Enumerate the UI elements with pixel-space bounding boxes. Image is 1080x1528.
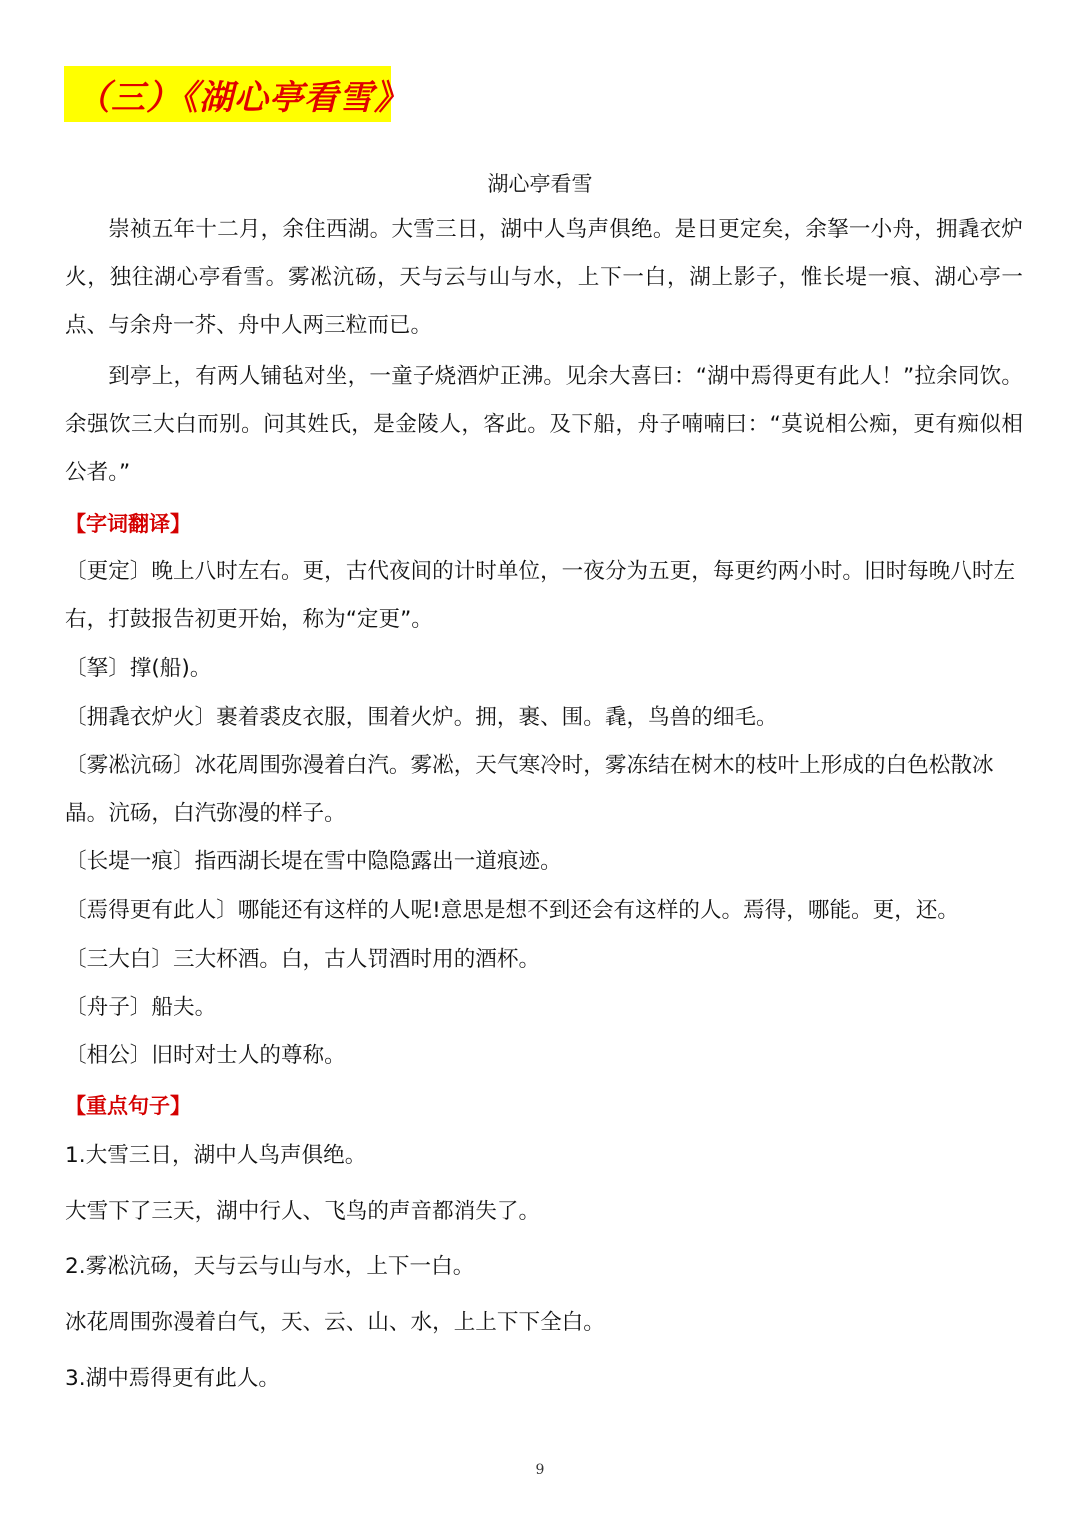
vocab-item: 〔相公〕旧时对士人的尊称。 [65, 1043, 346, 1068]
page-number: 9 [535, 1462, 545, 1478]
section-heading-text: （三）《湖心亭看雪》 [76, 77, 409, 118]
section-heading [64, 66, 409, 122]
key-sentence-translation: 冰花周围弥漫着白气，天、云、山、水，上上下下全白。 [65, 1310, 605, 1335]
vocab-item: 〔焉得更有此人〕哪能还有这样的人呢!意思是想不到还会有这样的人。焉得，哪能。更，还。 [65, 898, 960, 923]
key-sentence: 1.大雪三日，湖中人鸟声俱绝。 [65, 1143, 367, 1168]
body-paragraph-2: 到亭上，有两人铺毡对坐，一童子烧酒炉正沸。见余大喜曰：“湖中焉得更有此人！”拉余同饮。余强饮三大白而别。问其姓氏，是金陵人，客此。及下船，舟子喃喃曰：“莫说相公痴，更有痴似相公者。” [65, 364, 1023, 485]
vocab-item: 〔三大白〕三大杯酒。白，古人罚酒时用的酒杯。 [65, 947, 541, 972]
key-sentences-header: 【重点句子】 [65, 1094, 191, 1118]
article-title: 湖心亭看雪 [487, 172, 593, 196]
vocab-item: 〔拏〕撑(船)。 [65, 656, 212, 681]
body-paragraph-1: 崇祯五年十二月，余住西湖。大雪三日，湖中人鸟声俱绝。是日更定矣，余拏一小舟，拥毳衣炉火，独往湖心亭看雪。雾凇沆砀，天与云与山与水，上下一白，湖上影子，惟长堤一痕、湖心亭一点、与余舟一芥、舟中人两三粒而已。 [65, 217, 1023, 338]
vocab-item: 〔舟子〕船夫。 [65, 995, 217, 1020]
key-sentence: 2.雾凇沆砀，天与云与山与水，上下一白。 [65, 1254, 475, 1279]
key-sentence-translation: 大雪下了三天，湖中行人、飞鸟的声音都消失了。 [65, 1199, 541, 1224]
vocab-item: 〔雾凇沆砀〕冰花周围弥漫着白汽。雾凇，天气寒冷时，雾冻结在树木的枝叶上形成的白色松散冰晶。沆砀，白汽弥漫的样子。 [65, 753, 994, 826]
vocab-item: 〔拥毳衣炉火〕裹着裘皮衣服，围着火炉。拥，裹、围。毳，鸟兽的细毛。 [65, 705, 778, 730]
key-sentence: 3.湖中焉得更有此人。 [65, 1366, 280, 1391]
vocab-item: 〔更定〕晚上八时左右。更，古代夜间的计时单位，一夜分为五更，每更约两小时。旧时每晚八时左右，打鼓报告初更开始，称为“定更”。 [65, 559, 1016, 632]
vocab-item: 〔长堤一痕〕指西湖长堤在雪中隐隐露出一道痕迹。 [65, 849, 562, 874]
vocab-header: 【字词翻译】 [65, 512, 191, 536]
